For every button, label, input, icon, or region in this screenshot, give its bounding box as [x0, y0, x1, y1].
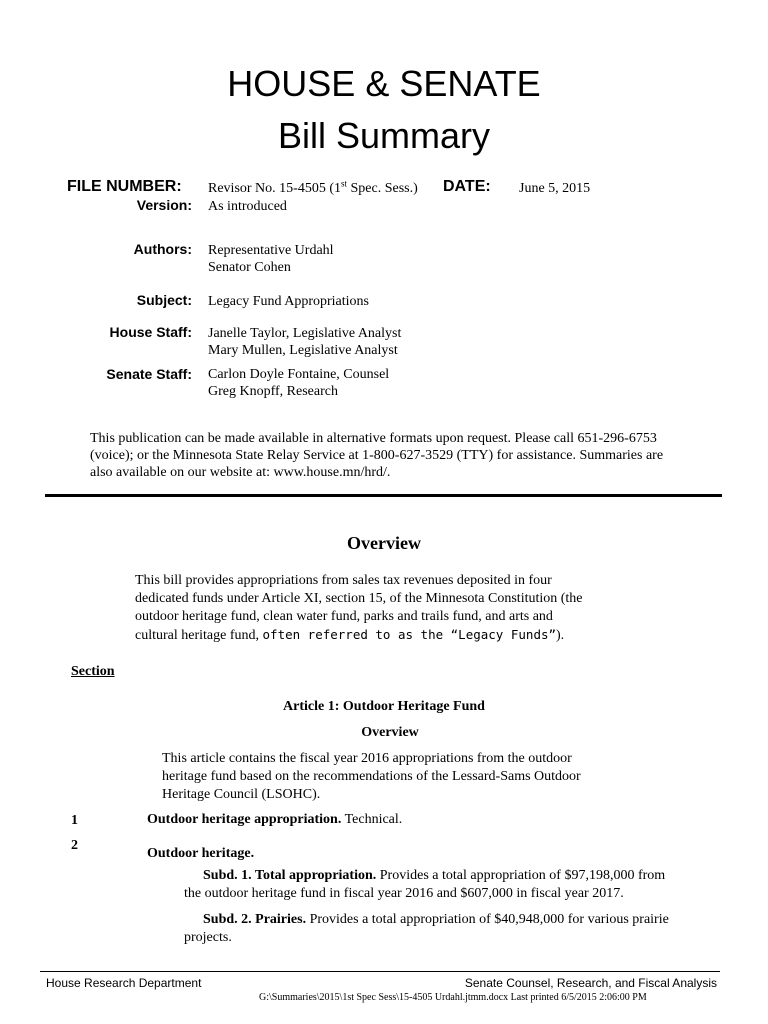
- senate-staff-2: Greg Knopff, Research: [208, 384, 338, 399]
- overview-line-4: cultural heritage fund, often referred to as the “Legacy Funds”).: [135, 627, 565, 643]
- author-1: Representative Urdahl: [208, 243, 334, 258]
- footer-file-path: G:\Summaries\2015\1st Spec Sess\15-4505 Urdahl.jtmm.docx Last printed 6/5/2015 2:06:00 PM: [259, 992, 647, 1003]
- file-number-label: FILE NUMBER:: [67, 178, 182, 195]
- overview-line-3: outdoor heritage fund, clean water fund, parks and trails fund, and arts and: [135, 609, 553, 624]
- date-label: DATE:: [443, 178, 491, 195]
- footer-right: Senate Counsel, Research, and Fiscal Analysis: [464, 976, 717, 990]
- notice-line-1: This publication can be made available in alternative formats upon request. Please call 651-296-6753: [90, 431, 657, 446]
- subject-value: Legacy Fund Appropriations: [208, 294, 369, 309]
- version-value: As introduced: [208, 199, 287, 214]
- notice-line-2: (voice); or the Minnesota State Relay Service at 1-800-627-3529 (TTY) for assistance. Summaries are: [90, 448, 664, 463]
- section-divider: [45, 494, 722, 497]
- version-label: Version:: [136, 197, 192, 213]
- subd-1-line-1: Subd. 1. Total appropriation. Provides a total appropriation of $97,198,000 from: [203, 868, 666, 883]
- article-1-overview-heading: Overview: [361, 725, 419, 740]
- article-1-heading: Article 1: Outdoor Heritage Fund: [283, 699, 485, 714]
- document-title: HOUSE & SENATE: [227, 63, 541, 104]
- section-1-text: Outdoor heritage appropriation. Technical.: [147, 812, 403, 827]
- house-staff-2: Mary Mullen, Legislative Analyst: [208, 343, 398, 358]
- author-2: Senator Cohen: [208, 260, 291, 275]
- article-1-line-2: heritage fund based on the recommendations of the Lessard-Sams Outdoor: [162, 769, 581, 784]
- overview-heading: Overview: [347, 533, 421, 553]
- subject-label: Subject:: [136, 292, 192, 308]
- subd-2-line-2: projects.: [184, 930, 232, 945]
- article-1-line-1: This article contains the fiscal year 2016 appropriations from the outdoor: [162, 751, 572, 766]
- senate-staff-label: Senate Staff:: [106, 366, 192, 382]
- house-staff-label: House Staff:: [109, 324, 192, 340]
- section-number: 1: [71, 813, 78, 828]
- subd-1-line-2: the outdoor heritage fund in fiscal year 2016 and $607,000 in fiscal year 2017.: [184, 886, 624, 901]
- senate-staff-1: Carlon Doyle Fontaine, Counsel: [208, 367, 390, 382]
- section-number: 2: [71, 838, 78, 853]
- authors-label: Authors:: [133, 241, 192, 257]
- footer-divider: [40, 971, 720, 972]
- subd-2-line-1: Subd. 2. Prairies. Provides a total appropriation of $40,948,000 for various prairie: [203, 912, 669, 927]
- overview-line-2: dedicated funds under Article XI, section 15, of the Minnesota Constitution (the: [135, 591, 583, 606]
- house-staff-1: Janelle Taylor, Legislative Analyst: [208, 326, 402, 341]
- file-number-value: Revisor No. 15-4505 (1st Spec. Sess.): [208, 178, 418, 196]
- article-1-line-3: Heritage Council (LSOHC).: [162, 787, 321, 802]
- section-column-label: Section: [71, 664, 115, 679]
- notice-line-3: also available on our website at: www.house.mn/hrd/.: [90, 465, 391, 480]
- overview-line-1: This bill provides appropriations from sales tax revenues deposited in four: [135, 573, 552, 588]
- footer-left: House Research Department: [46, 976, 202, 990]
- section-2-title: Outdoor heritage.: [147, 846, 255, 861]
- document-subtitle: Bill Summary: [277, 115, 491, 156]
- date-value: June 5, 2015: [519, 181, 591, 196]
